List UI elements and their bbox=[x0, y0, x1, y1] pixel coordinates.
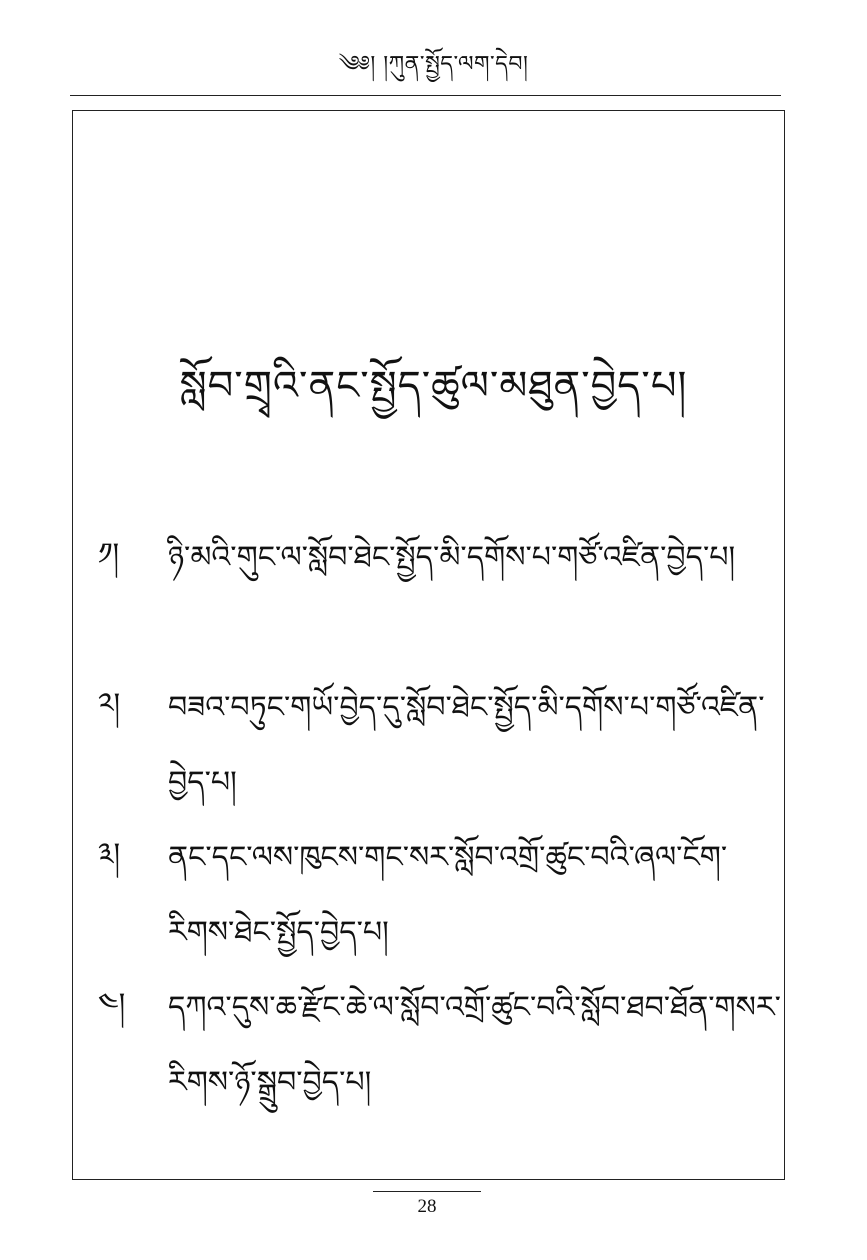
chapter-title: སློབ་གྲྭའི་ནང་སྤྱོད་ཚུལ་མཐུན་བྱེད་པ། bbox=[179, 363, 688, 409]
page-number: 28 bbox=[417, 1196, 437, 1217]
footer-divider bbox=[373, 1191, 481, 1192]
list-item-number: ༣། bbox=[98, 837, 121, 872]
list-item-text: དཀའ་དུས་ཆ་རྫོང་ཆེ་ལ་སློབ་འགྲོ་ཚུང་བའི་སློབ་ཐབ་ཐོན་གསར་རིགས་ཉོ་སྒྲུབ་བྱེད་པ། bbox=[168, 990, 781, 1100]
list-item-number: ༢། bbox=[98, 687, 121, 722]
list-item-text: ཉི་མའི་གུང་ལ་སློབ་ཐེང་སྤྱོད་མི་དགོས་པ་གཙོ་འཛིན་བྱེད་པ། bbox=[168, 540, 736, 575]
list-item-number: ༡། bbox=[98, 537, 120, 572]
list-item-text: བཟའ་བཏུང་གཡོ་བྱེད་དུ་སློབ་ཐེང་སྤྱོད་མི་དགོས་པ་གཙོ་འཛིན་བྱེད་པ། bbox=[168, 690, 765, 800]
running-header: ༄༅། །ཀུན་སྤྱོད་ལག་དེབ། bbox=[338, 52, 529, 77]
list-item-number: ༤། bbox=[98, 987, 126, 1022]
list-item-text: ནང་དང་ལས་ཁུངས་གང་སར་སློབ་འགྲོ་ཚུང་བའི་ཞལ་ངོག་རིགས་ཐེང་སྤྱོད་བྱེད་པ། bbox=[168, 840, 728, 950]
header-divider bbox=[70, 95, 781, 96]
